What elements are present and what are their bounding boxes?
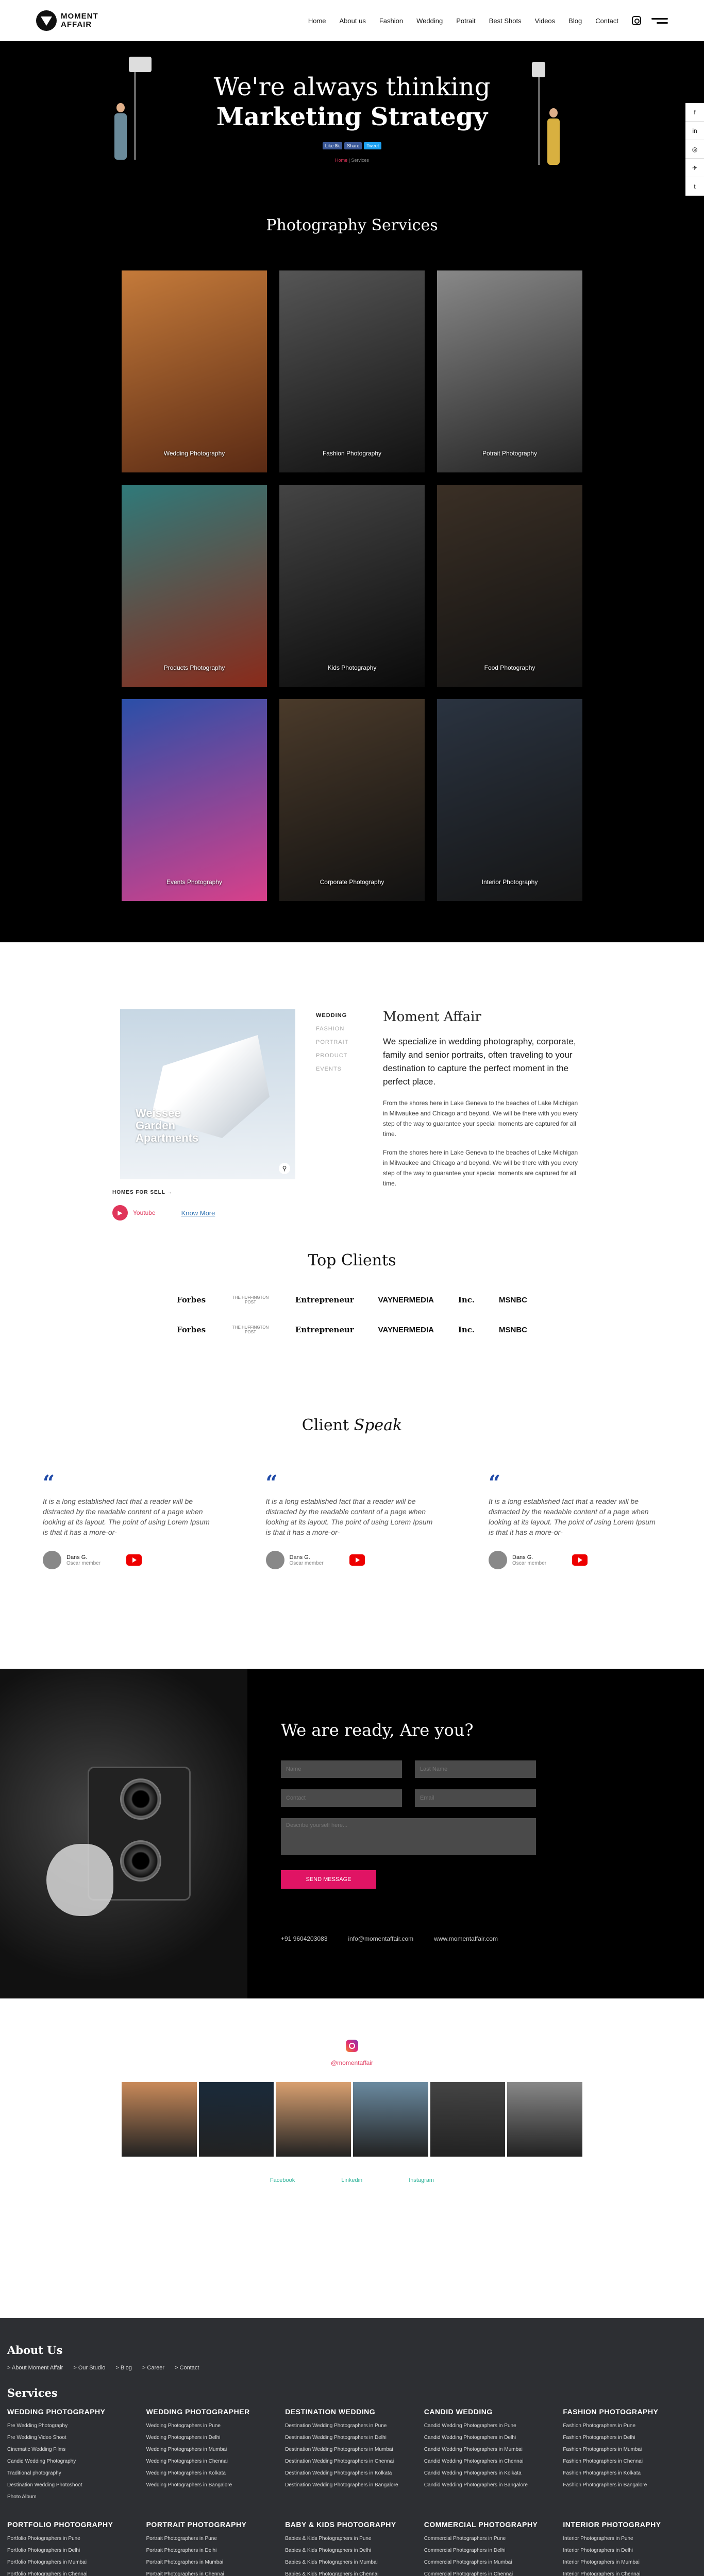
- footer-service-link[interactable]: Wedding Photographers in Pune: [146, 2423, 221, 2429]
- service-tile[interactable]: [279, 270, 425, 472]
- instagram-photo[interactable]: [122, 2082, 197, 2157]
- instagram-handle[interactable]: @momentaffair: [331, 2059, 373, 2066]
- about-paragraph-1: From the shores here in Lake Geneva to the beaches of Lake Michigan in Milwaukee and Chicago and beyond. We will be there with you every step of the way to guarantee your special moments are captured for all time.: [383, 1099, 578, 1138]
- footer-service-link[interactable]: Candid Wedding Photographers in Bangalore: [424, 2482, 528, 2488]
- footer-service-link[interactable]: Interior Photographers in Chennai: [563, 2571, 641, 2576]
- footer-service-link[interactable]: Babies & Kids Photographers in Mumbai: [285, 2560, 378, 2565]
- instagram-links: [0, 2177, 704, 2183]
- service-tile-label: Fashion Photography: [322, 450, 382, 457]
- camera-photo: [0, 1669, 247, 1998]
- footer-service-link[interactable]: Portfolio Photographers in Chennai: [7, 2571, 88, 2576]
- footer-service-column: [563, 2408, 697, 2506]
- hero-title-line2: Marketing Strategy: [216, 103, 488, 131]
- client-logo-entrepreneur: Entrepreneur: [295, 1325, 354, 1334]
- service-tile[interactable]: [279, 485, 425, 687]
- service-tile-label: Potrait Photography: [482, 450, 538, 457]
- footer-service-link[interactable]: Fashion Photographers in Pune: [563, 2423, 636, 2429]
- about-lead: We specialize in wedding photography, corporate, family and senior portraits, often traveling to your destination to capture the perfect moment in the perfect place.: [383, 1037, 576, 1087]
- testimonial-card: [265, 1471, 439, 1569]
- footer-service-link[interactable]: Interior Photographers in Delhi: [563, 2548, 633, 2553]
- about-image: [120, 1009, 295, 1179]
- footer-service-link[interactable]: Wedding Photographers in Chennai: [146, 2459, 228, 2464]
- about-actions: [112, 1205, 215, 1221]
- footer-service-link[interactable]: Candid Wedding Photographers in Delhi: [424, 2435, 516, 2441]
- footer-service-column: [7, 2408, 141, 2506]
- footer-column-heading: INTERIOR PHOTOGRAPHY: [563, 2520, 661, 2529]
- footer-service-link[interactable]: Commercial Photographers in Chennai: [424, 2571, 513, 2576]
- brand-line-1: MOMENT: [61, 12, 98, 21]
- testimonial-card: [43, 1471, 215, 1569]
- footer-service-link[interactable]: Commercial Photographers in Mumbai: [424, 2560, 512, 2565]
- footer-service-column: [424, 2520, 558, 2576]
- instagram-section: [0, 1998, 704, 2318]
- client-logo-inc: Inc.: [458, 1295, 475, 1304]
- footer-service-link[interactable]: Fashion Photographers in Bangalore: [563, 2482, 647, 2488]
- nav-wedding[interactable]: Wedding: [416, 16, 443, 25]
- testimonial-role: Oscar member: [289, 1560, 324, 1566]
- footer-service-link[interactable]: Portrait Photographers in Delhi: [146, 2548, 217, 2553]
- footer-service-link[interactable]: Portfolio Photographers in Mumbai: [7, 2560, 87, 2565]
- footer-service-link[interactable]: Destination Wedding Photographers in Chennai: [285, 2459, 394, 2464]
- client-logo-vaynermedia: VAYNERMEDIA: [378, 1295, 434, 1304]
- testimonial-role: Oscar member: [66, 1560, 101, 1566]
- contact-email[interactable]: info@momentaffair.com: [348, 1935, 414, 1942]
- instagram-photo[interactable]: [353, 2082, 428, 2157]
- youtube-icon[interactable]: [126, 1554, 142, 1566]
- footer-service-link[interactable]: Wedding Photographers in Bangalore: [146, 2482, 232, 2488]
- footer-service-link[interactable]: Destination Wedding Photographers in Delhi: [285, 2435, 387, 2441]
- nav-about[interactable]: About us: [339, 16, 366, 25]
- caption-line1: Weissee: [136, 1107, 181, 1120]
- name-field[interactable]: [281, 1760, 402, 1778]
- avatar: [43, 1551, 61, 1569]
- avatar: [489, 1551, 507, 1569]
- homes-for-sell-label: HOMES FOR SELL →: [112, 1190, 173, 1195]
- instagram-photo[interactable]: [199, 2082, 274, 2157]
- footer-column-heading: WEDDING PHOTOGRAPHER: [146, 2408, 250, 2416]
- testimonial-text: It is a long established fact that a reader will be distracted by the readable content of a page when looking at its layout. The point of using Lorem Ipsum is that it has a more-or-: [265, 1497, 433, 1536]
- client-logo-forbes: Forbes: [177, 1295, 206, 1304]
- instagram-photo[interactable]: [507, 2082, 582, 2157]
- footer-service-column: [146, 2408, 280, 2506]
- footer-link[interactable]: > Our Studio: [73, 2365, 105, 2371]
- footer-column-heading: FASHION PHOTOGRAPHY: [563, 2408, 659, 2416]
- service-tile-label: Wedding Photography: [163, 450, 225, 457]
- about-text: [383, 1009, 584, 1197]
- send-message-button[interactable]: SEND MESSAGE: [281, 1870, 376, 1889]
- nav-home[interactable]: Home: [308, 16, 326, 25]
- client-logo-entrepreneur: Entrepreneur: [295, 1295, 354, 1304]
- footer-link[interactable]: > Career: [142, 2365, 164, 2371]
- service-tile-label: Products Photography: [163, 664, 225, 671]
- footer-service-column: [146, 2520, 280, 2576]
- quote-icon: “: [265, 1471, 278, 1495]
- footer-service-column: [285, 2408, 419, 2506]
- footer-service-link[interactable]: Pre Wedding Photography: [7, 2423, 68, 2429]
- service-tile-label: Corporate Photography: [320, 878, 384, 886]
- testimonial-text: It is a long established fact that a reader will be distracted by the readable content of a page when looking at its layout. The point of using Lorem Ipsum is that it has a more-or-: [43, 1497, 210, 1536]
- footer-service-link[interactable]: Babies & Kids Photographers in Chennai: [285, 2571, 379, 2576]
- footer-service-link[interactable]: Candid Wedding Photographers in Kolkata: [424, 2470, 522, 2476]
- avatar: [266, 1551, 284, 1569]
- youtube-icon[interactable]: [572, 1554, 588, 1566]
- footer-column-heading: WEDDING PHOTOGRAPHY: [7, 2408, 106, 2416]
- about-section: [0, 942, 704, 1217]
- linkedin-icon[interactable]: in: [685, 122, 704, 140]
- footer-service-link[interactable]: Portrait Photographers in Mumbai: [146, 2560, 224, 2565]
- footer-service-link[interactable]: Interior Photographers in Pune: [563, 2536, 633, 2541]
- about-image-caption: [136, 1107, 198, 1144]
- footer-service-column: [285, 2520, 419, 2576]
- about-tabs: [316, 1009, 362, 1197]
- footer-service-link[interactable]: Fashion Photographers in Mumbai: [563, 2447, 642, 2452]
- footer-service-link[interactable]: Wedding Photographers in Kolkata: [146, 2470, 226, 2476]
- breadcrumb-current: Services: [351, 158, 369, 163]
- site-header: [0, 0, 704, 41]
- breadcrumb-separator: |: [347, 158, 351, 163]
- service-tile[interactable]: [122, 270, 267, 472]
- services-title: Photography Services: [266, 216, 438, 234]
- service-tile[interactable]: [122, 485, 267, 687]
- contact-field[interactable]: [281, 1789, 402, 1807]
- instagram-icon[interactable]: [632, 16, 641, 25]
- footer-column-heading: PORTFOLIO PHOTOGRAPHY: [7, 2520, 113, 2529]
- telegram-icon[interactable]: ✈: [685, 159, 704, 177]
- footer-services-title: Services: [7, 2386, 58, 2399]
- youtube-link[interactable]: Youtube: [133, 1209, 156, 1216]
- instagram-feed: [122, 2082, 582, 2157]
- footer-service-link[interactable]: Portfolio Photographers in Delhi: [7, 2548, 80, 2553]
- nav-blog[interactable]: Blog: [568, 16, 582, 25]
- nav-videos[interactable]: Videos: [534, 16, 556, 25]
- social-sidebar: [685, 103, 704, 196]
- top-clients: [0, 1210, 704, 1365]
- service-tile-label: Food Photography: [484, 664, 535, 671]
- client-logo-vaynermedia: VAYNERMEDIA: [378, 1325, 434, 1334]
- service-tile[interactable]: [437, 485, 582, 687]
- instagram-photo[interactable]: [430, 2082, 506, 2157]
- footer-column-heading: PORTRAIT PHOTOGRAPHY: [146, 2520, 247, 2529]
- footer-service-link[interactable]: Portrait Photographers in Chennai: [146, 2571, 224, 2576]
- footer-column-heading: BABY & KIDS PHOTOGRAPHY: [285, 2520, 396, 2529]
- footer-service-link[interactable]: Candid Wedding Photography: [7, 2459, 76, 2464]
- instagram-icon[interactable]: ◎: [685, 140, 704, 159]
- last-name-field[interactable]: [415, 1760, 536, 1778]
- service-tile-label: Kids Photography: [327, 664, 377, 671]
- brand-line-2: AFFAIR: [61, 20, 92, 29]
- service-tile[interactable]: [122, 699, 267, 901]
- tab-product[interactable]: PRODUCT: [316, 1053, 348, 1059]
- nav-contact[interactable]: Contact: [595, 16, 618, 25]
- footer-service-link[interactable]: Candid Wedding Photographers in Mumbai: [424, 2447, 523, 2452]
- footer-service-link[interactable]: Wedding Photographers in Delhi: [146, 2435, 221, 2441]
- main-nav: [308, 16, 641, 25]
- youtube-icon[interactable]: [349, 1554, 365, 1566]
- testimonial-text: It is a long established fact that a reader will be distracted by the readable content of a page when looking at its layout. The point of using Lorem Ipsum is that it has a more-or-: [489, 1497, 656, 1536]
- caption-line3: Apartments: [136, 1131, 199, 1144]
- about-paragraph-2: From the shores here in Lake Geneva to the beaches of Lake Michigan in Milwaukee and Chicago and beyond. We will be there with you every step of the way to guarantee your special moments are captured for all time.: [383, 1149, 578, 1187]
- footer-service-link[interactable]: Photo Album: [7, 2494, 37, 2500]
- nav-potrait[interactable]: Potrait: [456, 16, 476, 25]
- footer-link[interactable]: > Blog: [115, 2365, 132, 2371]
- footer-service-link[interactable]: Babies & Kids Photographers in Pune: [285, 2536, 372, 2541]
- zoom-icon[interactable]: ⚲: [279, 1163, 290, 1174]
- footer-column-heading: DESTINATION WEDDING: [285, 2408, 376, 2416]
- message-field[interactable]: [281, 1818, 536, 1855]
- instagram-photo[interactable]: [276, 2082, 351, 2157]
- client-logo-inc: Inc.: [458, 1325, 475, 1334]
- footer-link[interactable]: > About Moment Affair: [7, 2365, 63, 2371]
- nav-fashion[interactable]: Fashion: [379, 16, 404, 25]
- logo-mark-icon: [36, 10, 57, 31]
- footer-service-column: [7, 2520, 141, 2576]
- footer-link[interactable]: > Contact: [175, 2365, 199, 2371]
- footer-service-link[interactable]: Destination Wedding Photographers in Bangalore: [285, 2482, 398, 2488]
- service-tile[interactable]: [279, 699, 425, 901]
- testimonial-card: [489, 1471, 661, 1569]
- know-more-link[interactable]: Know More: [181, 1209, 215, 1217]
- footer-service-link[interactable]: Pre Wedding Video Shoot: [7, 2435, 66, 2441]
- footer-service-link[interactable]: Wedding Photographers in Mumbai: [146, 2447, 227, 2452]
- footer-service-link[interactable]: Commercial Photographers in Pune: [424, 2536, 506, 2541]
- footer-service-link[interactable]: Destination Wedding Photographers in Kolkata: [285, 2470, 392, 2476]
- footer-service-link[interactable]: Cinematic Wedding Films: [7, 2447, 66, 2452]
- footer-service-column: [424, 2408, 558, 2506]
- site-footer: [0, 2318, 704, 2576]
- photographer-illustration-right: [536, 62, 572, 165]
- service-tile[interactable]: [437, 699, 582, 901]
- footer-service-link[interactable]: Commercial Photographers in Delhi: [424, 2548, 506, 2553]
- footer-about-links: [7, 2365, 697, 2371]
- email-field[interactable]: [415, 1789, 536, 1807]
- client-logos-row-1: [177, 1295, 527, 1304]
- footer-service-link[interactable]: Destination Wedding Photoshoot: [7, 2482, 82, 2488]
- contact-info: [281, 1935, 539, 1942]
- footer-column-heading: COMMERCIAL PHOTOGRAPHY: [424, 2520, 538, 2529]
- footer-service-link[interactable]: Destination Wedding Photographers in Pune: [285, 2423, 387, 2429]
- play-icon[interactable]: ▶: [112, 1205, 128, 1221]
- twitter-icon[interactable]: t: [685, 177, 704, 196]
- footer-column-heading: CANDID WEDDING: [424, 2408, 493, 2416]
- facebook-link[interactable]: Facebook: [270, 2177, 295, 2183]
- client-logos-row-2: [177, 1325, 527, 1334]
- footer-service-link[interactable]: Fashion Photographers in Chennai: [563, 2459, 643, 2464]
- quote-icon: “: [489, 1471, 501, 1495]
- client-logo-huffpost: THE HUFFINGTON POST: [232, 1295, 269, 1304]
- service-tile-label: Interior Photography: [481, 878, 538, 886]
- service-tile[interactable]: [437, 270, 582, 472]
- contact-website[interactable]: www.momentaffair.com: [434, 1935, 498, 1942]
- about-title: Moment Affair: [383, 1009, 481, 1025]
- linkedin-link[interactable]: Linkedin: [341, 2177, 363, 2183]
- quote-icon: “: [43, 1471, 55, 1495]
- contact-phone[interactable]: +91 9604203083: [281, 1935, 328, 1942]
- footer-service-link[interactable]: Fashion Photographers in Delhi: [563, 2435, 635, 2441]
- tab-wedding[interactable]: WEDDING: [316, 1012, 347, 1019]
- menu-icon[interactable]: [651, 18, 668, 24]
- testimonial-list: [43, 1471, 661, 1569]
- client-logo-huffpost: THE HUFFINGTON POST: [232, 1325, 269, 1334]
- fb-share-button[interactable]: Share: [344, 142, 362, 149]
- fb-like-button[interactable]: Like 8k: [323, 142, 343, 149]
- tab-fashion[interactable]: FASHION: [316, 1026, 345, 1032]
- instagram-icon[interactable]: [346, 2040, 358, 2052]
- brand-name: [61, 12, 98, 29]
- caption-line2: Garden: [136, 1119, 176, 1132]
- footer-services-grid: [7, 2408, 697, 2576]
- testimonial-name: Dans G.: [289, 1554, 310, 1561]
- tab-events[interactable]: EVENTS: [316, 1066, 342, 1072]
- client-speak: [0, 1365, 704, 1669]
- tab-portrait[interactable]: PORTRAIT: [316, 1039, 349, 1045]
- footer-service-link[interactable]: Babies & Kids Photographers in Delhi: [285, 2548, 371, 2553]
- footer-service-link[interactable]: Candid Wedding Photographers in Chennai: [424, 2459, 524, 2464]
- footer-service-link[interactable]: Portrait Photographers in Pune: [146, 2536, 217, 2541]
- contact-section: [0, 1669, 704, 1998]
- photography-services: [0, 170, 704, 942]
- testimonials-title: Client Speak: [301, 1416, 403, 1434]
- facebook-icon[interactable]: f: [685, 103, 704, 122]
- contact-title: We are ready, Are you?: [281, 1720, 474, 1740]
- footer-service-link[interactable]: Fashion Photographers in Kolkata: [563, 2470, 641, 2476]
- hero: [0, 41, 704, 190]
- logo[interactable]: [36, 10, 98, 31]
- service-tile-label: Events Photography: [166, 878, 223, 886]
- testimonial-name: Dans G.: [512, 1554, 533, 1561]
- footer-service-link[interactable]: Traditional photography: [7, 2470, 61, 2476]
- services-grid: [122, 270, 582, 901]
- contact-form: [281, 1720, 539, 1942]
- footer-service-link[interactable]: Destination Wedding Photographers in Mumbai: [285, 2447, 393, 2452]
- testimonial-role: Oscar member: [512, 1560, 547, 1566]
- footer-about-title: About Us: [7, 2344, 63, 2357]
- footer-service-link[interactable]: Interior Photographers in Mumbai: [563, 2560, 640, 2565]
- client-logo-msnbc: MSNBC: [498, 1325, 527, 1334]
- footer-service-link[interactable]: Portfolio Photographers in Pune: [7, 2536, 80, 2541]
- testimonial-name: Dans G.: [66, 1554, 88, 1561]
- instagram-link[interactable]: Instagram: [409, 2177, 434, 2183]
- breadcrumb-home[interactable]: Home: [335, 158, 348, 163]
- client-logo-msnbc: MSNBC: [498, 1295, 527, 1304]
- hero-title-line1: We're always thinking: [213, 73, 491, 101]
- nav-best-shots[interactable]: Best Shots: [489, 16, 522, 25]
- photographer-illustration-left: [103, 57, 139, 160]
- client-logo-forbes: Forbes: [177, 1325, 206, 1334]
- footer-service-column: [563, 2520, 697, 2576]
- clients-title: Top Clients: [308, 1251, 396, 1269]
- footer-service-link[interactable]: Candid Wedding Photographers in Pune: [424, 2423, 516, 2429]
- tweet-button[interactable]: Tweet: [364, 142, 381, 149]
